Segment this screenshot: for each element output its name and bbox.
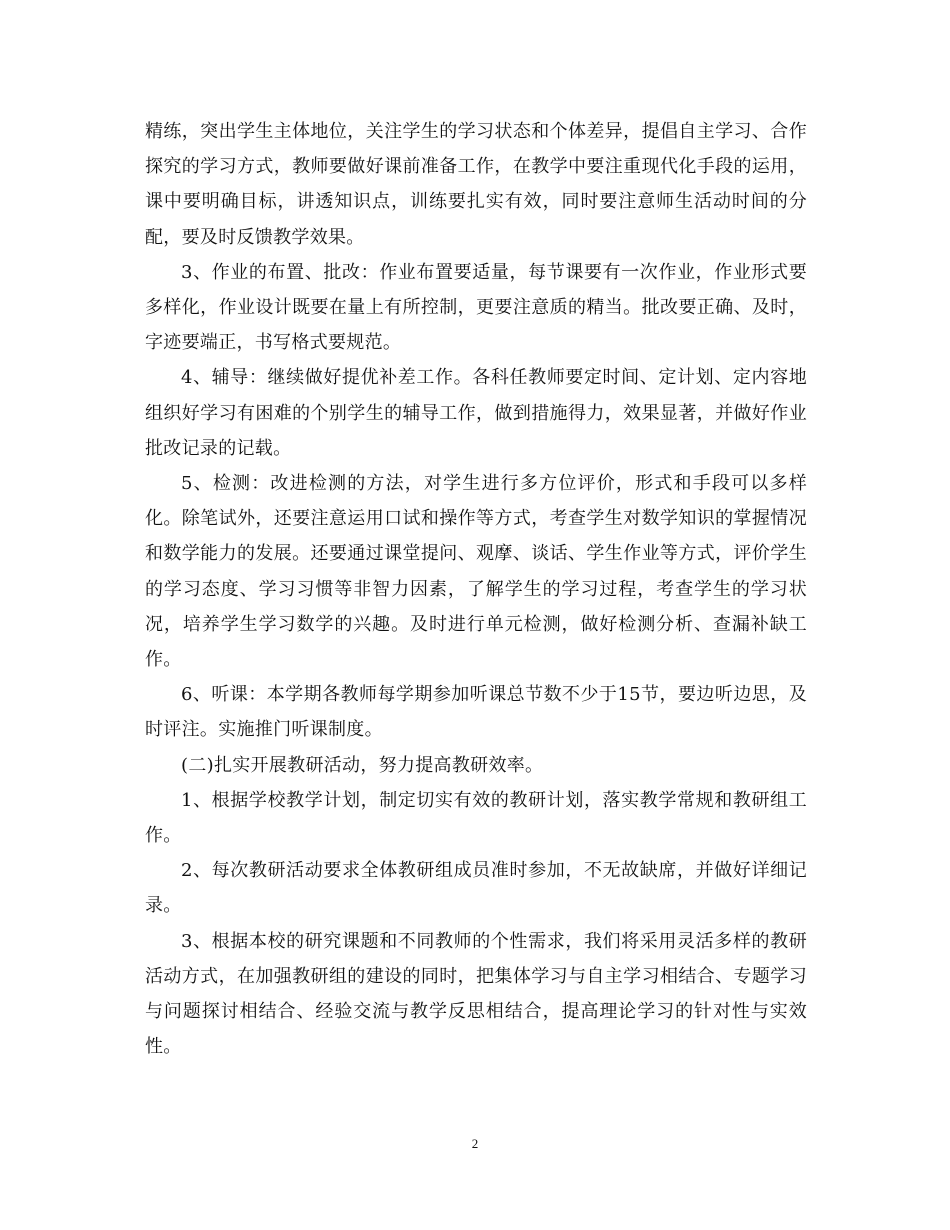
paragraph-homework: 3、作业的布置、批改：作业布置要适量，每节课要有一次作业，作业形式要多样化，作业设计既要在量上有所控制，更要注意质的精当。批改要正确、及时，字迹要端正，书写格式要规范。	[145, 261, 807, 354]
paragraph-research-plan: 1、根据学校教学计划，制定切实有效的教研计划，落实教学常规和教研组工作。	[145, 789, 807, 847]
page-number: 2	[471, 1136, 479, 1151]
paragraph-attendance: 2、每次教研活动要求全体教研组成员准时参加，不无故缺席，并做好详细记录。	[145, 860, 807, 917]
section-heading-research-activities: (二)扎实开展教研活动，努力提高教研效率。	[181, 754, 544, 776]
paragraph-tutoring: 4、辅导：继续做好提优补差工作。各科任教师要定时间、定计划、定内容地组织好学习有困难的个别学生的辅导工作，做到措施得力，效果显著，并做好作业批改记录的记载。	[145, 367, 807, 459]
paragraph-testing: 5、检测：改进检测的方法，对学生进行多方位评价，形式和手段可以多样化。除笔试外，还要注意运用口试和操作等方式，考查学生对数学知识的掌握情况和数学能力的发展。还要通过课堂提问、观摩、谈话、学生作业等方式，评价学生的学习态度、学习习惯等非智力因素，了解学生的学习过程，考查学生的学习状况，培养学生学习数学的兴趣。及时进行单元检测，做好检测分析、查漏补缺工作。	[145, 473, 807, 671]
paragraph-continuation: 精练，突出学生主体地位，关注学生的学习状态和个体差异，提倡自主学习、合作探究的学习方式，教师要做好课前准备工作，在教学中要注重现代化手段的运用，课中要明确目标，讲透知识点，训练要扎实有效，同时要注意师生活动时间的分配，要及时反馈教学效果。	[145, 121, 807, 248]
document-body	[145, 114, 807, 1064]
paragraph-lesson-observation: 6、听课：本学期各教师每学期参加听课总节数不少于15节，要边听边思，及时评注。实施推门听课制度。	[145, 684, 807, 741]
paragraph-research-methods: 3、根据本校的研究课题和不同教师的个性需求，我们将采用灵活多样的教研活动方式，在加强教研组的建设的同时，把集体学习与自主学习相结合、专题学习与问题探讨相结合、经验交流与教学反思相结合，提高理论学习的针对性与实效性。	[145, 930, 807, 1058]
